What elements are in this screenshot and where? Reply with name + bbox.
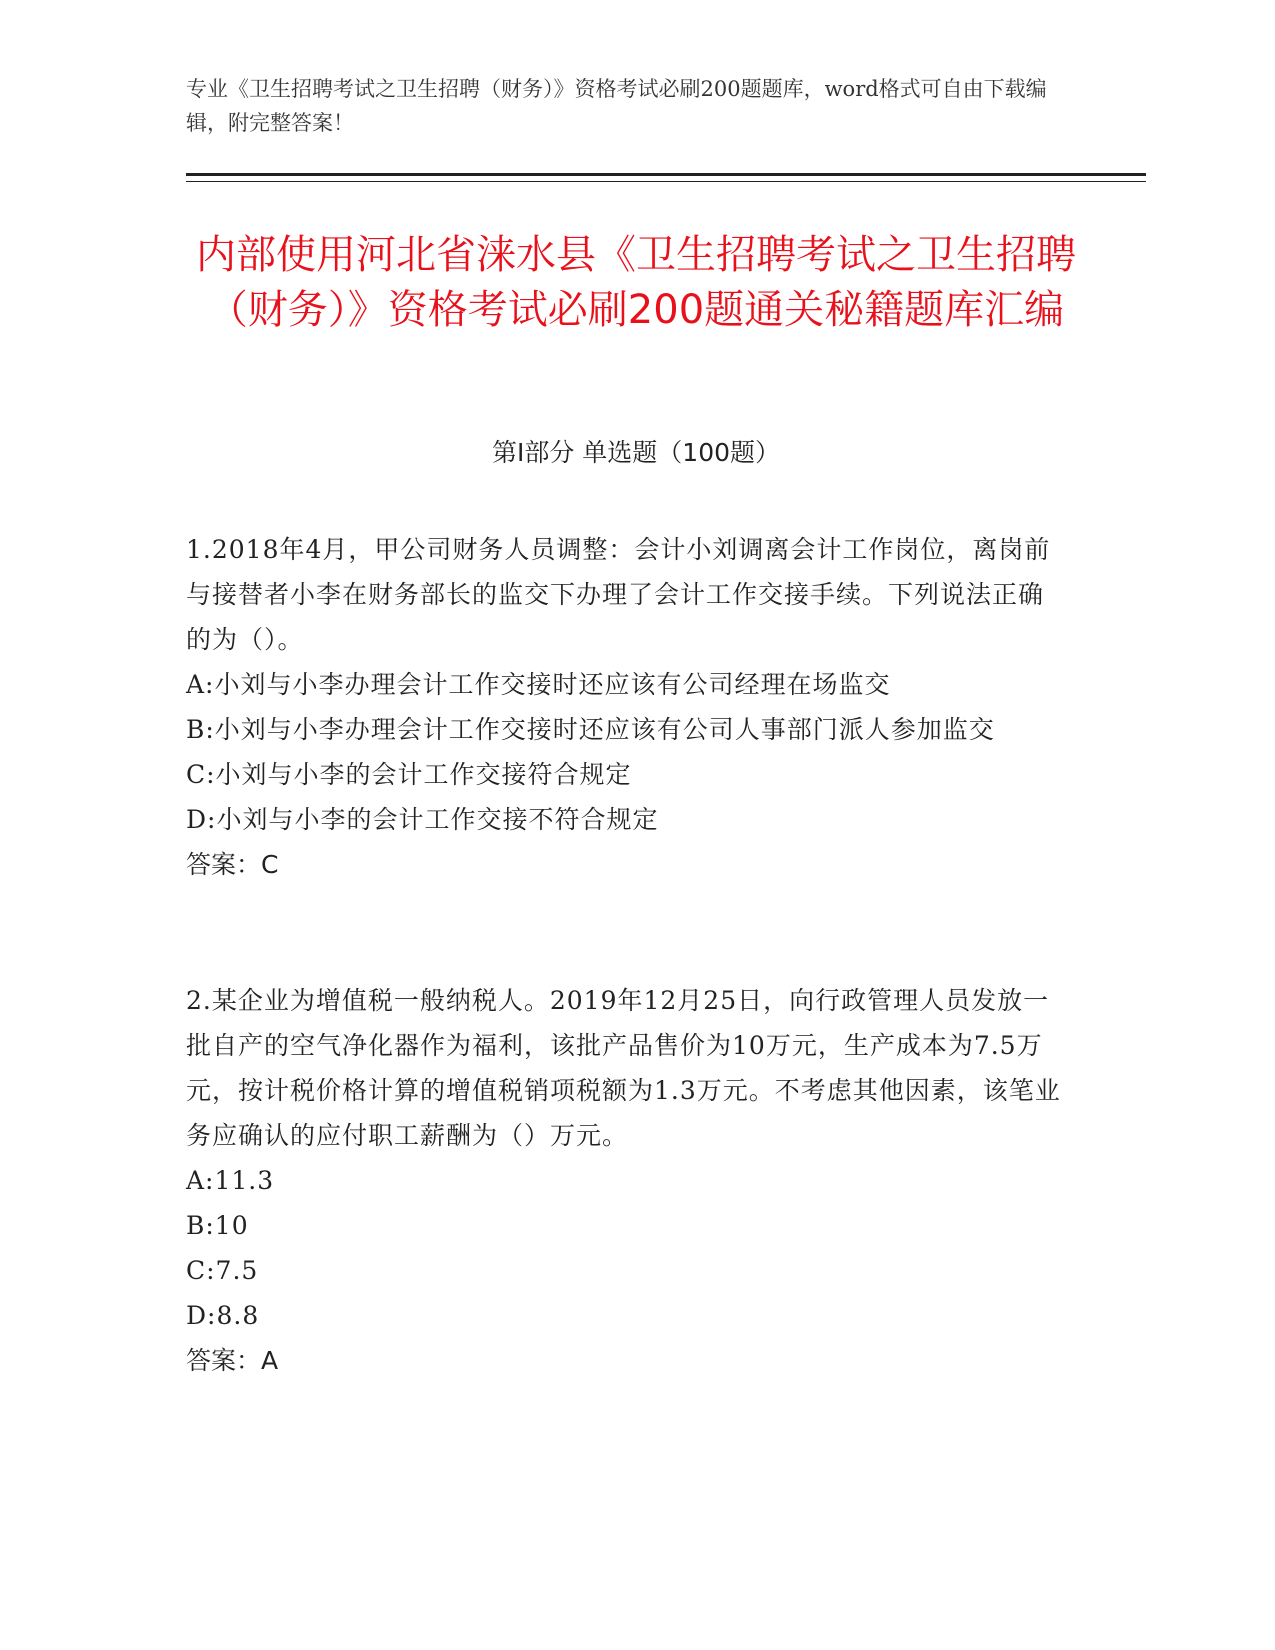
option-d: D:小刘与小李的会计工作交接不符合规定 xyxy=(186,805,659,834)
section-title: 第Ⅰ部分 单选题（100题） xyxy=(491,438,781,467)
option-b: B:10 xyxy=(186,1211,249,1240)
document-title: 内部使用河北省涞水县《卫生招聘考试之卫生招聘（财务）》资格考试必刷200题通关秘籍题库汇编 xyxy=(196,232,1076,333)
option-c: C:小刘与小李的会计工作交接符合规定 xyxy=(186,760,632,789)
option-a: A:11.3 xyxy=(186,1166,275,1195)
header-note: 专业《卫生招聘考试之卫生招聘（财务）》资格考试必刷200题题库，word格式可自由下载编辑，附完整答案！ xyxy=(186,77,1047,135)
option-d: D:8.8 xyxy=(186,1301,260,1330)
header-divider-thick xyxy=(186,173,1146,176)
question-stem: 1.2018年4月，甲公司财务人员调整：会计小刘调离会计工作岗位，离岗前与接替者小李在财务部长的监交下办理了会计工作交接手续。下列说法正确的为（）。 xyxy=(186,535,1051,654)
question-stem: 2.某企业为增值税一般纳税人。2019年12月25日，向行政管理人员发放一批自产的空气净化器作为福利，该批产品售价为10万元，生产成本为7.5万元，按计税价格计算的增值税销项税额为1.3万元。不考虑其他因素，该笔业务应确认的应付职工薪酬为（）万元。 xyxy=(186,986,1061,1150)
option-c: C:7.5 xyxy=(186,1256,259,1285)
option-a: A:小刘与小李办理会计工作交接时还应该有公司经理在场监交 xyxy=(186,670,891,699)
answer: 答案：C xyxy=(186,850,279,879)
answer: 答案：A xyxy=(186,1346,279,1375)
header-divider-thin xyxy=(186,181,1146,182)
question-1 xyxy=(186,527,1066,887)
option-b: B:小刘与小李办理会计工作交接时还应该有公司人事部门派人参加监交 xyxy=(186,715,995,744)
question-2 xyxy=(186,978,1066,1383)
